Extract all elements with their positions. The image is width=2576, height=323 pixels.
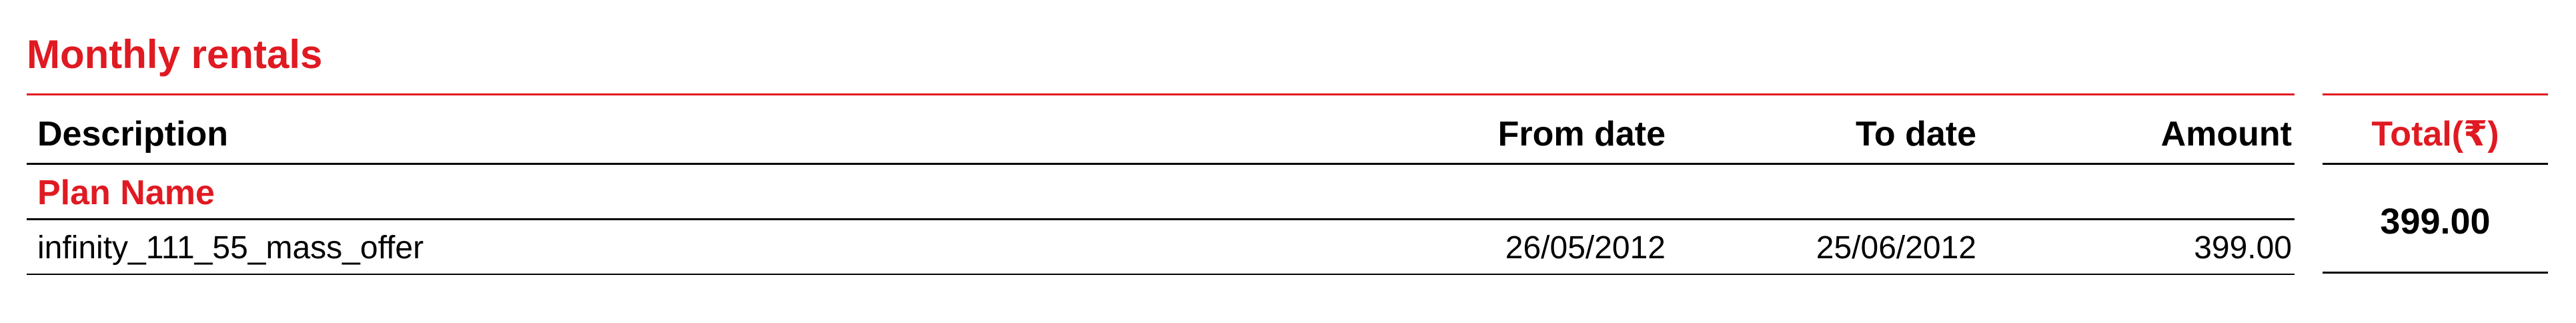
total-body [2323,165,2548,272]
table-header-row [27,95,2295,163]
column-header-amount: Amount [2160,115,2292,153]
column-header-from-date: From date [1497,115,1666,153]
rentals-table [27,93,2295,275]
table-row [27,220,2295,274]
total-panel [2323,93,2548,274]
section-title: Monthly rentals [27,32,323,77]
total-value: 399.00 [2380,202,2491,242]
plan-group-row [27,165,2295,218]
column-header-description: Description [37,115,229,153]
row-description: infinity_111_55_mass_offer [37,230,424,266]
row-from-date: 26/05/2012 [1505,230,1666,266]
row-to-date: 25/06/2012 [1816,230,1976,266]
total-header [2323,95,2548,163]
total-label: Total(₹) [2371,115,2499,153]
total-bottom-divider [2323,272,2548,274]
plan-name-label: Plan Name [37,174,215,212]
row-amount: 399.00 [2194,230,2292,266]
column-header-to-date: To date [1855,115,1976,153]
table-bottom-divider [27,274,2295,275]
